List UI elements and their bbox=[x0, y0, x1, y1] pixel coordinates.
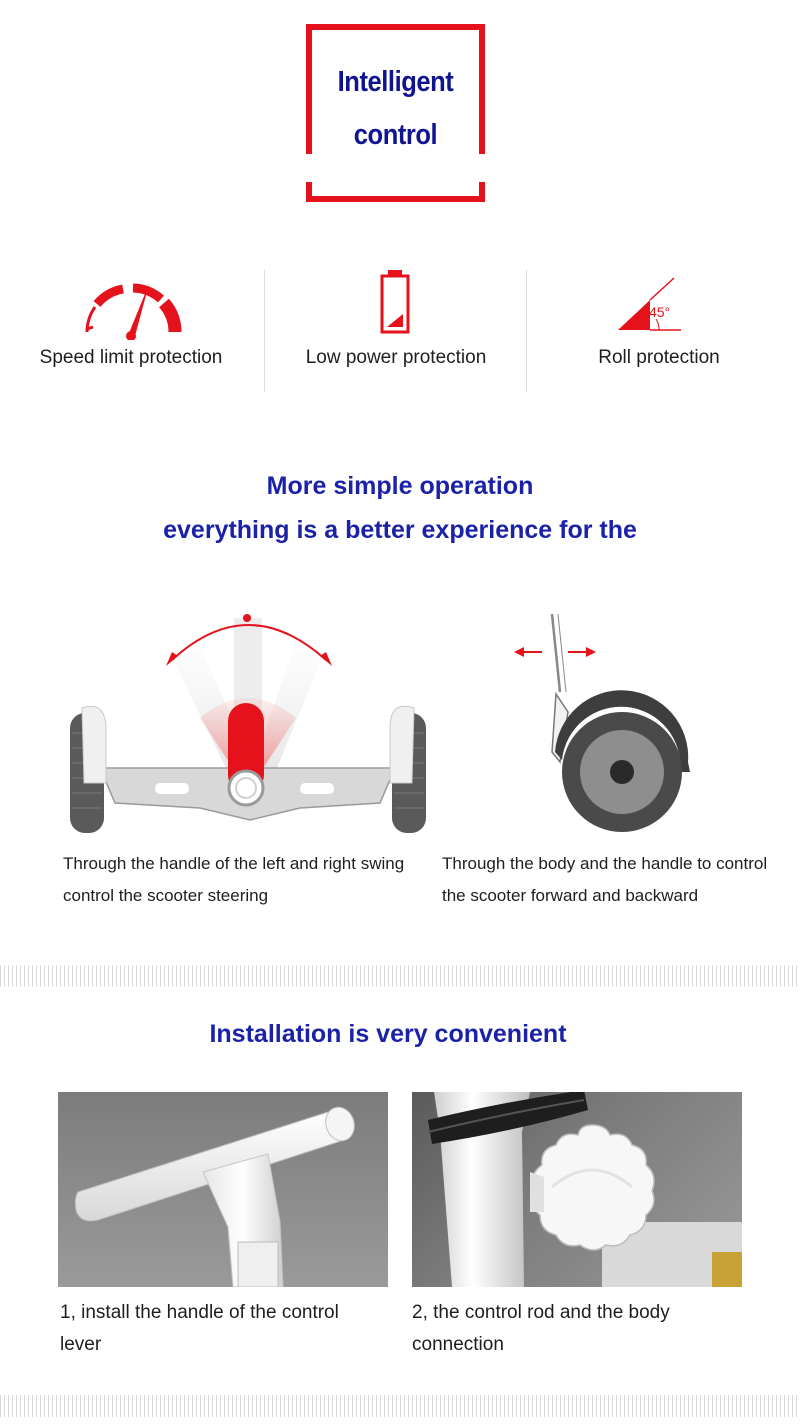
angle-value: 45° bbox=[649, 304, 671, 320]
connection-photo bbox=[412, 1092, 742, 1287]
caption-line: connection bbox=[412, 1334, 504, 1355]
steering-caption bbox=[63, 848, 443, 912]
operation-heading: More simple operation bbox=[266, 472, 534, 500]
section-separator bbox=[0, 965, 800, 987]
angle-icon bbox=[528, 270, 790, 340]
forward-caption bbox=[442, 848, 792, 912]
caption-line: Through the handle of the left and right swing bbox=[63, 854, 405, 873]
caption-line: 2, the control rod and the body bbox=[412, 1302, 670, 1323]
speedometer-icon bbox=[0, 270, 262, 340]
divider bbox=[526, 270, 527, 392]
feature-roll bbox=[528, 262, 790, 392]
title-line-1: Intelligent bbox=[337, 66, 454, 98]
title-frame-right-foot bbox=[479, 182, 485, 202]
title-frame-left-foot bbox=[306, 182, 312, 202]
section-title-box bbox=[306, 24, 485, 202]
caption-line: control the scooter steering bbox=[63, 886, 269, 905]
title-line-2: control bbox=[353, 119, 438, 151]
operation-subheading: everything is a better experience for the bbox=[163, 516, 637, 544]
title-frame-bottom bbox=[306, 196, 485, 202]
caption-line: lever bbox=[60, 1334, 102, 1355]
step1-caption bbox=[60, 1297, 400, 1361]
handle-photo bbox=[58, 1092, 388, 1287]
feature-speed-limit bbox=[0, 262, 262, 392]
caption-line: the scooter forward and backward bbox=[442, 886, 699, 905]
caption-line: 1, install the handle of the control bbox=[60, 1302, 339, 1323]
title-frame-right bbox=[479, 24, 485, 154]
feature-label: Low power protection bbox=[305, 347, 487, 368]
forward-backward-illustration bbox=[500, 612, 710, 837]
feature-low-power bbox=[265, 262, 527, 392]
bottom-separator bbox=[0, 1395, 800, 1417]
battery-icon bbox=[265, 270, 527, 340]
title-frame-top bbox=[306, 24, 485, 30]
step2-caption bbox=[412, 1297, 752, 1361]
caption-line: Through the body and the handle to control bbox=[442, 854, 768, 873]
steering-illustration bbox=[60, 598, 440, 848]
installation-heading: Installation is very convenient bbox=[209, 1020, 567, 1048]
title-frame-left bbox=[306, 24, 312, 154]
feature-label: Roll protection bbox=[598, 347, 720, 368]
feature-label: Speed limit protection bbox=[39, 347, 223, 368]
